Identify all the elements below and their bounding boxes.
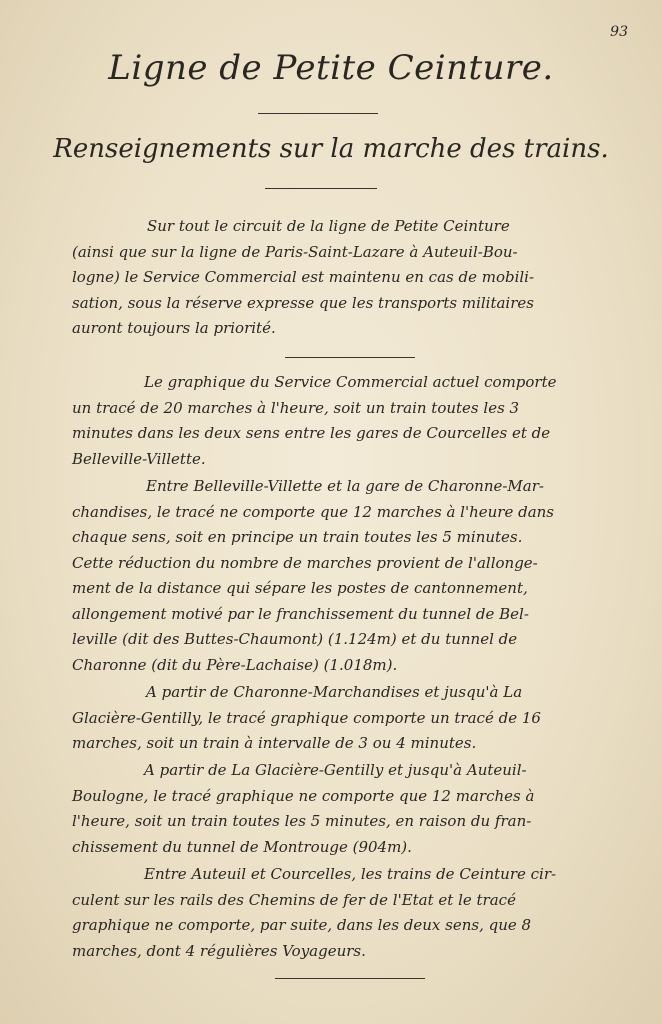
text-line: leville (dit des Buttes-Chaumont) (1.124m) et du tunnel de	[72, 630, 518, 648]
page-title: Ligne de Petite Ceinture.	[108, 48, 554, 88]
text-line: (ainsi que sur la ligne de Paris-Saint-Lazare à Auteuil-Bou-	[72, 242, 518, 261]
subtitle-underline	[265, 188, 377, 189]
text-line: marches, dont 4 régulières Voyageurs.	[72, 941, 366, 960]
text-line: Cette réduction du nombre de marches provient de l'allonge-	[72, 553, 538, 572]
text-line: Charonne (dit du Père-Lachaise) (1.018m).	[72, 655, 398, 674]
text-line: graphique ne comporte, par suite, dans les deux sens, que 8	[72, 916, 532, 934]
text-line: chaque sens, soit en principe un train toutes les 5 minutes.	[72, 528, 523, 546]
text-line: sation, sous la réserve expresse que les transports militaires	[72, 293, 534, 312]
text-line: marches, soit un train à intervalle de 3 ou 4 minutes.	[72, 734, 477, 752]
text-line: A partir de La Glacière-Gentilly et jusqu'à Auteuil-	[144, 761, 527, 779]
text-line: A partir de Charonne-Marchandises et jusqu'à La	[146, 683, 523, 701]
text-line: allongement motivé par le franchissement du tunnel de Bel-	[72, 604, 529, 623]
text-line: ment de la distance qui sépare les postes de cantonnement,	[72, 579, 528, 597]
page-subtitle: Renseignements sur la marche des trains.	[53, 134, 609, 164]
text-line: Belleville-Villette.	[72, 449, 206, 468]
text-line: culent sur les rails des Chemins de fer de l'Etat et le tracé	[72, 890, 516, 909]
section-divider	[285, 357, 415, 358]
title-underline	[258, 113, 378, 114]
text-line: Entre Belleville-Villette et la gare de Charonne-Mar-	[146, 477, 544, 495]
text-line: minutes dans les deux sens entre les gares de Courcelles et de	[72, 424, 551, 442]
text-line: Entre Auteuil et Courcelles, les trains de Ceinture cir-	[144, 865, 557, 883]
page-number: 93	[610, 24, 628, 40]
paragraph-graphique	[72, 370, 602, 472]
text-line: auront toujours la priorité.	[72, 319, 276, 337]
paragraph-glaciere-auteuil	[72, 758, 602, 860]
text-line: chissement du tunnel de Montrouge (904m).	[72, 837, 412, 856]
paragraph-auteuil-courcelles	[72, 862, 602, 964]
text-line: Sur tout le circuit de la ligne de Petite Ceinture	[147, 217, 510, 235]
paragraph-charonne-glaciere	[72, 680, 602, 757]
text-line: l'heure, soit un train toutes les 5 minutes, en raison du fran-	[72, 812, 532, 830]
text-line: un tracé de 20 marches à l'heure, soit un train toutes les 3	[72, 398, 520, 417]
paragraph-belleville-charonne	[72, 474, 602, 678]
text-line: chandises, le tracé ne comporte que 12 marches à l'heure dans	[72, 502, 554, 521]
closing-divider	[275, 978, 425, 979]
text-line: Boulogne, le tracé graphique ne comporte que 12 marches à	[72, 786, 535, 805]
text-line: logne) le Service Commercial est maintenu en cas de mobili-	[72, 268, 535, 286]
text-line: Le graphique du Service Commercial actuel comporte	[144, 373, 557, 391]
text-line: Glacière-Gentilly, le tracé graphique comporte un tracé de 16	[72, 708, 541, 727]
paragraph-service-commercial	[72, 214, 602, 342]
